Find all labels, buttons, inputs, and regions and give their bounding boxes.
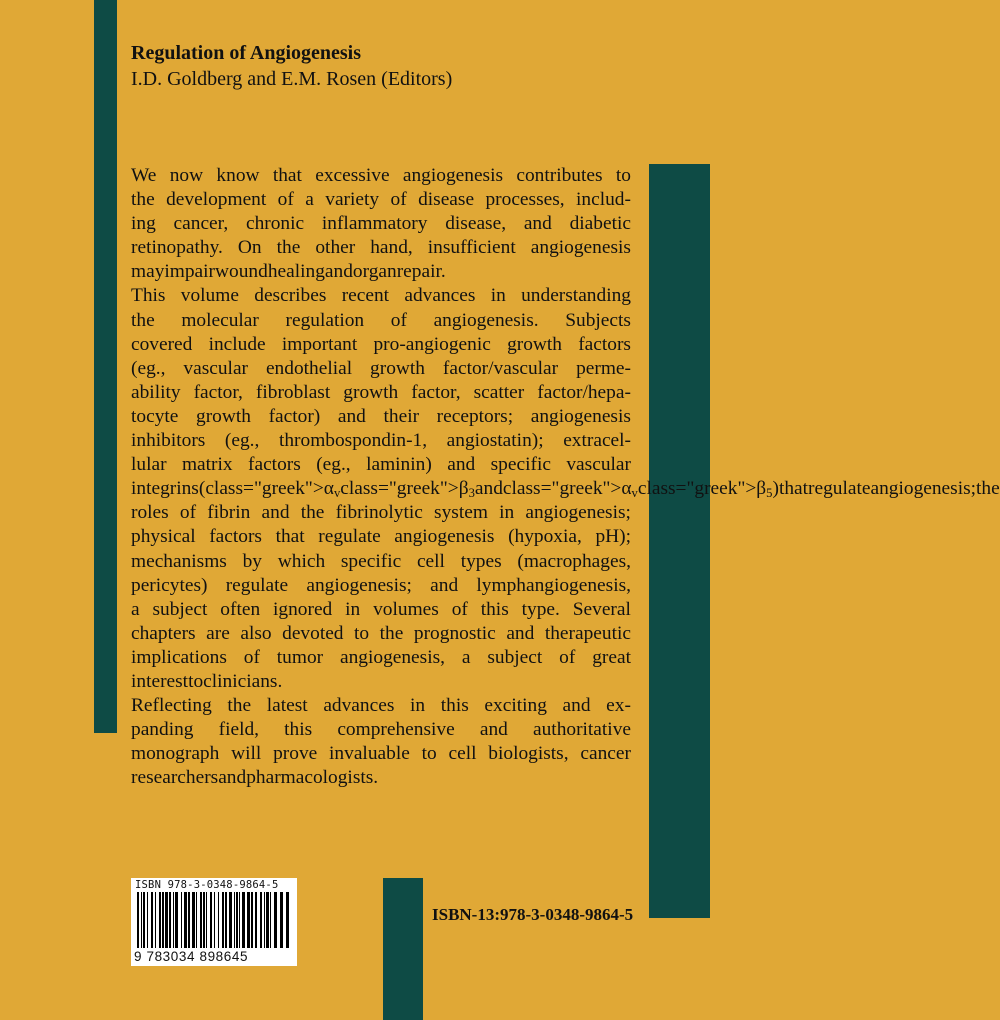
barcode-bar	[175, 892, 178, 948]
barcode-bars	[137, 892, 291, 948]
barcode-bar	[159, 892, 161, 948]
blurb-line: chapters are also devoted to the prognostic and therapeutic	[131, 622, 631, 644]
barcode-bar	[286, 892, 289, 948]
barcode-bar	[266, 892, 269, 948]
barcode-bar	[206, 892, 207, 948]
barcode-bar	[251, 892, 253, 948]
barcode-bar	[184, 892, 187, 948]
barcode-bar	[169, 892, 171, 948]
blurb-line: interest to clinicians.	[131, 670, 283, 692]
blurb-line: retinopathy. On the other hand, insufficient angiogenesis	[131, 237, 631, 259]
barcode-bar	[155, 892, 156, 948]
barcode-bar	[229, 892, 232, 948]
barcode-bar	[200, 892, 202, 948]
blurb-line: monograph will prove invaluable to cell biologists, cancer	[131, 743, 631, 765]
blurb-line: roles of fibrin and the fibrinolytic system in angiogenesis;	[131, 502, 631, 524]
barcode-bar	[274, 892, 277, 948]
barcode-bar	[247, 892, 250, 948]
barcode	[131, 878, 297, 966]
blurb-line: This volume describes recent advances in understanding	[131, 285, 631, 307]
blurb-line: pericytes) regulate angiogenesis; and lymphangiogenesis,	[131, 574, 631, 596]
book-title: Regulation of Angiogenesis	[131, 42, 362, 64]
barcode-bar	[141, 892, 142, 948]
barcode-bar	[242, 892, 245, 948]
barcode-digits: 9 783034 898645	[134, 949, 249, 964]
blurb-line: the molecular regulation of angiogenesis. Subjects	[131, 309, 631, 331]
barcode-bar	[143, 892, 145, 948]
barcode-bar	[162, 892, 164, 948]
blurb-line: panding field, this comprehensive and authoritative	[131, 719, 631, 741]
barcode-bar	[165, 892, 168, 948]
blurb-line: researchers and pharmacologists.	[131, 767, 379, 789]
barcode-bar	[270, 892, 271, 948]
blurb-line: inhibitors (eg., thrombospondin-1, angiostatin); extracel-	[131, 430, 631, 452]
barcode-bar	[280, 892, 283, 948]
left-decorative-bar	[94, 0, 117, 733]
barcode-bar	[234, 892, 235, 948]
barcode-bar	[151, 892, 153, 948]
barcode-bar	[210, 892, 212, 948]
barcode-bar	[188, 892, 190, 948]
barcode-bar	[147, 892, 148, 948]
barcode-bar	[264, 892, 265, 948]
blurb-line: (eg., vascular endothelial growth factor/vascular perme-	[131, 357, 631, 379]
blurb-line: the development of a variety of disease processes, includ-	[131, 189, 631, 211]
bottom-decorative-bar	[383, 878, 423, 1020]
barcode-bar	[225, 892, 227, 948]
blurb-line: ability factor, fibroblast growth factor, scatter factor/hepa-	[131, 381, 631, 403]
blurb-line: covered include important pro-angiogenic growth factors	[131, 333, 631, 355]
blurb-line: ing cancer, chronic inflammatory disease, and diabetic	[131, 213, 631, 235]
blurb-line: tocyte growth factor) and their receptors; angiogenesis	[131, 405, 631, 427]
barcode-bar	[137, 892, 139, 948]
barcode-bar	[214, 892, 215, 948]
barcode-bar	[236, 892, 238, 948]
blurb-line: mechanisms by which specific cell types (macrophages,	[131, 550, 631, 572]
barcode-bar	[218, 892, 219, 948]
barcode-bar	[181, 892, 182, 948]
barcode-bar	[239, 892, 240, 948]
blurb-line: lular matrix factors (eg., laminin) and specific vascular	[131, 454, 631, 476]
right-decorative-bar	[649, 164, 710, 918]
barcode-bar	[255, 892, 257, 948]
barcode-bar	[196, 892, 197, 948]
isbn13-label: ISBN-13:978-3-0348-9864-5	[432, 905, 634, 924]
blurb-line: Reflecting the latest advances in this exciting and ex-	[131, 695, 631, 717]
blurb-line: may impair wound healing and organ repair.	[131, 261, 446, 283]
blurb-line: We now know that excessive angiogenesis contributes to	[131, 165, 631, 186]
book-editors: I.D. Goldberg and E.M. Rosen (Editors)	[131, 68, 453, 90]
barcode-bar	[260, 892, 262, 948]
barcode-bar	[173, 892, 174, 948]
barcode-isbn-label: ISBN 978-3-0348-9864-5	[135, 879, 279, 891]
barcode-bar	[222, 892, 224, 948]
barcode-bar	[203, 892, 205, 948]
blurb-text	[131, 164, 1000, 790]
blurb-line: physical factors that regulate angiogenesis (hypoxia, pH);	[131, 526, 631, 548]
barcode-bar	[192, 892, 195, 948]
blurb-line: integrins ( $class="greek">\alpha_v$ $class="greek">\beta_3$ and $class="greek">\alpha_v$ $class="greek">\beta_5$) that regulate angiogenesis; the	[131, 478, 1000, 501]
blurb-line: implications of tumor angiogenesis, a subject of great	[131, 646, 631, 668]
blurb-line: a subject often ignored in volumes of this type. Several	[131, 598, 631, 620]
